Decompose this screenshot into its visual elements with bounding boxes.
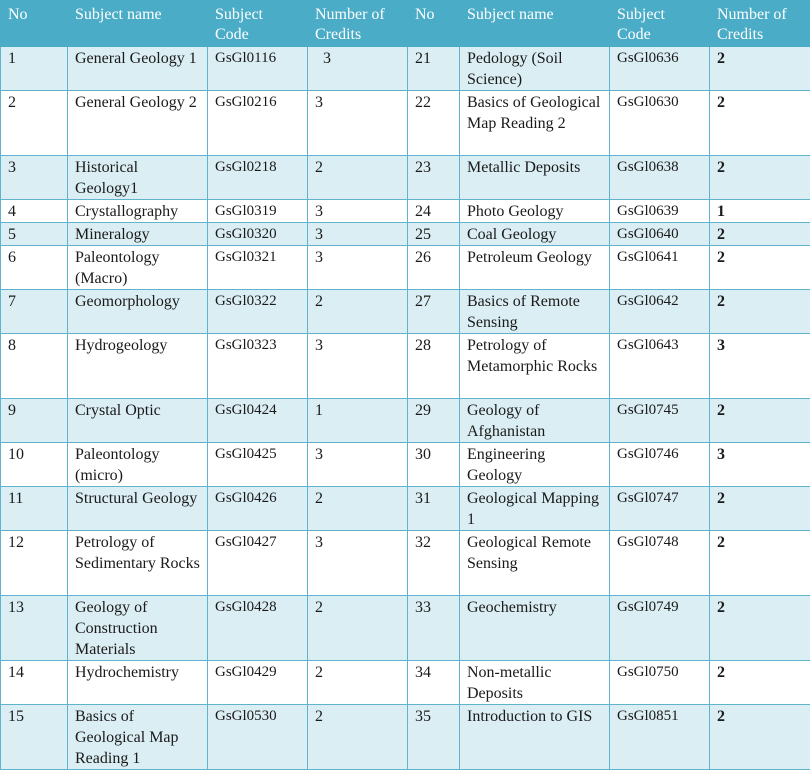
row-number: 13 (1, 596, 68, 661)
subject-name: Introduction to GIS (460, 705, 610, 770)
row-number: 4 (1, 200, 68, 223)
table-row (1, 156, 810, 200)
subject-code: GsGl0747 (610, 487, 710, 531)
credits: 2 (710, 596, 810, 661)
col-header-no-2: No (408, 1, 460, 47)
subject-name: Paleontology (micro) (68, 443, 208, 487)
credits: 2 (710, 246, 810, 290)
col-header-subject-name: Subject name (68, 1, 208, 47)
col-header-subject-code: Subject Code (208, 1, 308, 47)
credits: 1 (308, 399, 408, 443)
subject-code: GsGl0323 (208, 334, 308, 399)
credits: 1 (710, 200, 810, 223)
subject-code: GsGl0749 (610, 596, 710, 661)
row-number: 21 (408, 47, 460, 91)
subject-name: Pedology (Soil Science) (460, 47, 610, 91)
subject-name: Engineering Geology (460, 443, 610, 487)
subject-name: Mineralogy (68, 223, 208, 246)
subject-code: GsGl0630 (610, 91, 710, 156)
table-row (1, 223, 810, 246)
subject-name: Coal Geology (460, 223, 610, 246)
subject-code: GsGl0746 (610, 443, 710, 487)
credits: 2 (710, 91, 810, 156)
subject-code: GsGl0427 (208, 531, 308, 596)
table-row (1, 531, 810, 596)
subject-code: GsGl0636 (610, 47, 710, 91)
subject-name: Petroleum Geology (460, 246, 610, 290)
row-number: 6 (1, 246, 68, 290)
credits: 3 (308, 91, 408, 156)
credits: 2 (308, 487, 408, 531)
row-number: 1 (1, 47, 68, 91)
subject-code: GsGl0322 (208, 290, 308, 334)
subject-name: Metallic Deposits (460, 156, 610, 200)
subject-code: GsGl0748 (610, 531, 710, 596)
subject-code: GsGl0639 (610, 200, 710, 223)
subject-name: Geological Remote Sensing (460, 531, 610, 596)
col-header-subject-name-2: Subject name (460, 1, 610, 47)
table-row (1, 705, 810, 770)
subject-code: GsGl0320 (208, 223, 308, 246)
subject-code: GsGl0640 (610, 223, 710, 246)
credits: 2 (308, 290, 408, 334)
subject-code: GsGl0638 (610, 156, 710, 200)
subject-name: Historical Geology1 (68, 156, 208, 200)
subject-name: Basics of Remote Sensing (460, 290, 610, 334)
subject-code: GsGl0218 (208, 156, 308, 200)
subject-name: General Geology 2 (68, 91, 208, 156)
subject-name: Geological Mapping 1 (460, 487, 610, 531)
subject-code: GsGl0745 (610, 399, 710, 443)
row-number: 8 (1, 334, 68, 399)
row-number: 23 (408, 156, 460, 200)
credits: 2 (710, 705, 810, 770)
subject-name: Geochemistry (460, 596, 610, 661)
row-number: 7 (1, 290, 68, 334)
credits: 3 (710, 334, 810, 399)
row-number: 32 (408, 531, 460, 596)
row-number: 11 (1, 487, 68, 531)
credits: 2 (710, 487, 810, 531)
subject-name: Hydrochemistry (68, 661, 208, 705)
credits: 2 (308, 661, 408, 705)
subject-code: GsGl0429 (208, 661, 308, 705)
subject-name: Hydrogeology (68, 334, 208, 399)
table-row (1, 91, 810, 156)
row-number: 14 (1, 661, 68, 705)
table-row (1, 47, 810, 91)
subject-name: Crystallography (68, 200, 208, 223)
credits: 2 (710, 223, 810, 246)
subject-code: GsGl0641 (610, 246, 710, 290)
header-row (1, 1, 810, 47)
table-row (1, 399, 810, 443)
subject-name: Non-metallic Deposits (460, 661, 610, 705)
table-row (1, 290, 810, 334)
credits: 3 (308, 200, 408, 223)
row-number: 30 (408, 443, 460, 487)
row-number: 27 (408, 290, 460, 334)
table-row (1, 246, 810, 290)
row-number: 12 (1, 531, 68, 596)
credits: 2 (710, 531, 810, 596)
col-header-credits-2: Number of Credits (710, 1, 810, 47)
subject-name: Petrology of Metamorphic Rocks (460, 334, 610, 399)
credits: 2 (308, 156, 408, 200)
subject-name: Basics of Geological Map Reading 1 (68, 705, 208, 770)
table-row (1, 596, 810, 661)
subject-code: GsGl0321 (208, 246, 308, 290)
subject-code: GsGl0426 (208, 487, 308, 531)
row-number: 15 (1, 705, 68, 770)
subject-name: Structural Geology (68, 487, 208, 531)
row-number: 28 (408, 334, 460, 399)
credits: 3 (308, 443, 408, 487)
row-number: 3 (1, 156, 68, 200)
subject-name: Basics of Geological Map Reading 2 (460, 91, 610, 156)
subject-name: Paleontology (Macro) (68, 246, 208, 290)
row-number: 22 (408, 91, 460, 156)
subject-code: GsGl0116 (208, 47, 308, 91)
row-number: 31 (408, 487, 460, 531)
subject-name: Geology of Afghanistan (460, 399, 610, 443)
row-number: 5 (1, 223, 68, 246)
subject-name: Geology of Construction Materials (68, 596, 208, 661)
credits: 3 (308, 246, 408, 290)
table-row (1, 443, 810, 487)
col-header-credits: Number of Credits (308, 1, 408, 47)
subject-name: General Geology 1 (68, 47, 208, 91)
subject-code: GsGl0425 (208, 443, 308, 487)
subject-code: GsGl0642 (610, 290, 710, 334)
subject-code: GsGl0643 (610, 334, 710, 399)
credits: 2 (308, 596, 408, 661)
credits: 3 (308, 531, 408, 596)
subject-code: GsGl0319 (208, 200, 308, 223)
subject-name: Geomorphology (68, 290, 208, 334)
col-header-no: No (1, 1, 68, 47)
row-number: 34 (408, 661, 460, 705)
subject-name: Petrology of Sedimentary Rocks (68, 531, 208, 596)
subject-code: GsGl0750 (610, 661, 710, 705)
row-number: 2 (1, 91, 68, 156)
row-number: 33 (408, 596, 460, 661)
col-header-subject-code-2: Subject Code (610, 1, 710, 47)
subject-code: GsGl0428 (208, 596, 308, 661)
table-row (1, 200, 810, 223)
credits: 3 (308, 334, 408, 399)
row-number: 10 (1, 443, 68, 487)
subject-name: Crystal Optic (68, 399, 208, 443)
credits: 2 (710, 47, 810, 91)
credits: 2 (710, 156, 810, 200)
table-row (1, 487, 810, 531)
credits: 3 (308, 223, 408, 246)
table-row (1, 661, 810, 705)
subject-code: GsGl0530 (208, 705, 308, 770)
credits: 2 (710, 290, 810, 334)
credits: 2 (308, 705, 408, 770)
row-number: 25 (408, 223, 460, 246)
row-number: 26 (408, 246, 460, 290)
subject-code: GsGl0851 (610, 705, 710, 770)
credits: 2 (710, 399, 810, 443)
row-number: 35 (408, 705, 460, 770)
credits: 2 (710, 661, 810, 705)
credits: 3 (308, 47, 408, 91)
row-number: 24 (408, 200, 460, 223)
table-row (1, 334, 810, 399)
subject-name: Photo Geology (460, 200, 610, 223)
row-number: 29 (408, 399, 460, 443)
credits: 3 (710, 443, 810, 487)
subject-code: GsGl0424 (208, 399, 308, 443)
subject-code: GsGl0216 (208, 91, 308, 156)
row-number: 9 (1, 399, 68, 443)
